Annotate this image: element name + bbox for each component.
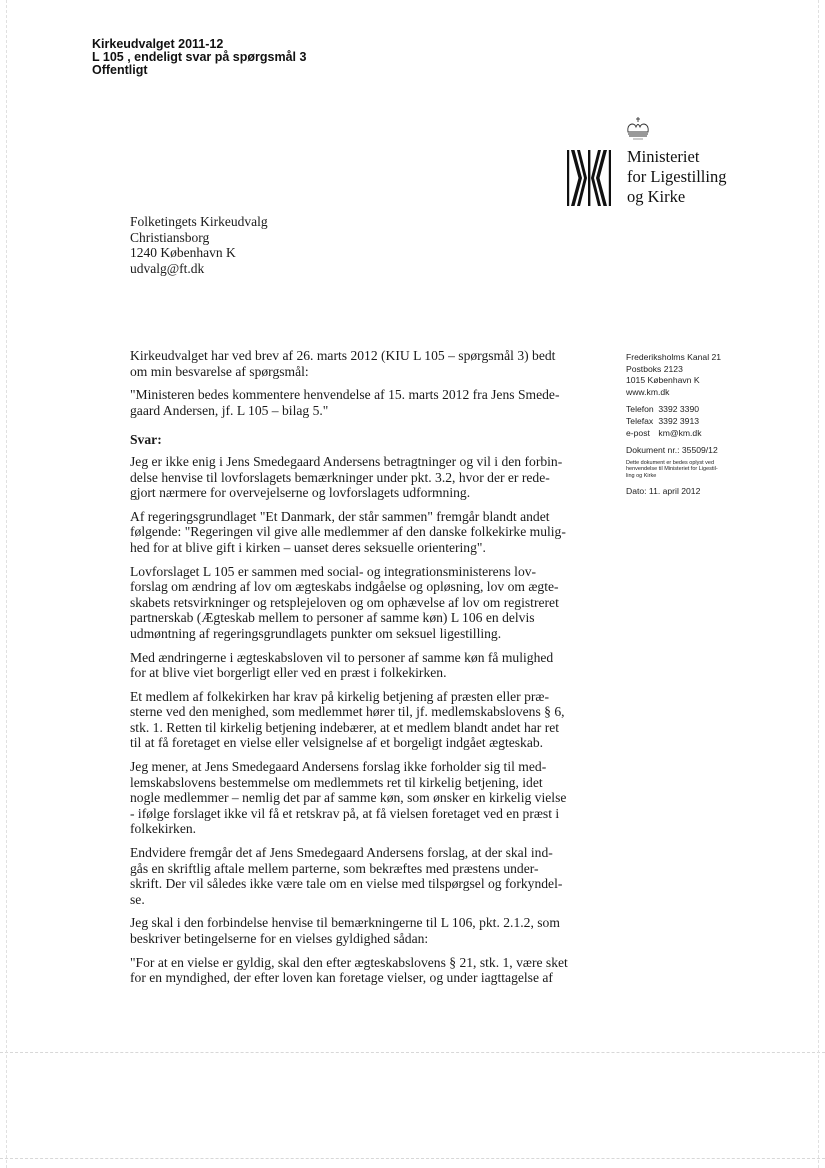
sender-info — [626, 352, 796, 497]
scan-artifact-line — [0, 1052, 825, 1053]
paragraph-5: Et medlem af folkekirken har krav på kirkelig betjening af præsten eller præ- sterne ved den menighed, som medlemmet hører til, jf. medlemskabslovens § 6, stk. 1. Retten til kirkelig betjening indebærer, at et medlem blandt andet har ret til at få foretaget en vielse eller velsignelse af et borgeligt indgået ægteskab. — [130, 688, 565, 751]
paragraph-3: Lovforslaget L 105 er sammen med social- og integrationsministerens lov- forslag om ændring af lov om ægteskabs indgåelse og opløsning, lov om ægte- skabets retsvirkninger og retsplejeloven og om ophævelse af lov om registreret partnerskab (Ægteskab mellem to personer af samme køn) L 106 en delvis udmøntning af regeringsgrundlagets punkter om seksuel ligestilling. — [130, 563, 559, 641]
note-line: Dette dokument er bedes oplyst ved — [626, 459, 715, 466]
stamp-committee: Kirkeudvalget 2011-12 — [92, 37, 224, 51]
email-label: e-post — [626, 427, 650, 438]
stamp-status: Offentligt — [92, 63, 148, 77]
note-line: henvendelse til Ministeriet for Ligestil- — [626, 466, 718, 473]
paragraph-2: Af regeringsgrundlaget "Et Danmark, der står sammen" fremgår blandt andet følgende: "Regeringen vil give alle medlemmer af den danske folkekirke mulig- hed for at blive gift i kirken – uanset deres seksuelle orientering". — [130, 508, 566, 555]
phone-row — [626, 404, 796, 416]
archive-stamp — [92, 38, 306, 77]
recipient-address — [130, 214, 268, 276]
paragraph-7: Endvidere fremgår det af Jens Smedegaard Andersens forslag, at der skal ind- gås en skriftlig aftale mellem parterne, som bekræftes med præstens under- skrift. Der vil således ikke være tale om en vielse med tilspørgsel og forkyndel- se. — [130, 845, 563, 907]
recipient-email[interactable]: udvalg@ft.dk — [130, 260, 205, 276]
ministry-name-line3: og Kirke — [627, 187, 686, 206]
letter-date: Dato: 11. april 2012 — [626, 485, 701, 496]
paragraph-1: Jeg er ikke enig i Jens Smedegaard Andersens betragtninger og vil i den forbin- delse henvise til lovforslagets bemærkninger under pkt. 3.2, hvor der er rede- gjort nærmere for overvejelserne og lovforslagets udformning. — [130, 453, 563, 501]
sender-website[interactable]: www.km.dk — [626, 386, 670, 397]
phone-label: Telefon — [626, 404, 654, 415]
document-note — [626, 460, 796, 480]
scan-artifact-line — [818, 0, 819, 1168]
fax-row — [626, 416, 796, 428]
scan-artifact-line — [6, 0, 7, 1168]
answer-heading: Svar: — [130, 432, 162, 448]
email-address[interactable]: km@km.dk — [658, 427, 702, 438]
note-line: ling og Kirke — [626, 472, 657, 479]
recipient-name: Folketingets Kirkeudvalg — [130, 214, 268, 229]
paragraph-6: Jeg mener, at Jens Smedegaard Andersens forslag ikke forholder sig til med- lemskabslovens bestemmelse om medlemmets ret til kirkelig betjening, idet nogle medlemmer – nemlig det par af samme køn, som ønsker en kirkelig vielse - ifølge forslaget ikke vil få et retskrav på, at få vielsen foretaget ved en præst i folkekirken. — [130, 759, 567, 837]
stamp-reference: L 105 , endeligt svar på spørgsmål 3 — [92, 50, 307, 64]
sender-street: Frederiksholms Kanal 21 — [626, 352, 722, 362]
intro-paragraph: Kirkeudvalget har ved brev af 26. marts 2012 (KIU L 105 – spørgsmål 3) bedt om min besvarelse af spørgsmål: — [130, 348, 556, 379]
recipient-building: Christiansborg — [130, 229, 210, 245]
sender-pobox: Postboks 2123 — [626, 363, 683, 374]
document-number: Dokument nr.: 35509/12 — [626, 445, 718, 456]
paragraph-8: Jeg skal i den forbindelse henvise til bemærkningerne til L 106, pkt. 2.1.2, som beskriver betingelserne for en vielses gyldighed sådan: — [130, 915, 560, 946]
email-row — [626, 428, 796, 440]
crown-icon — [624, 116, 652, 142]
fax-number: 3392 3913 — [658, 415, 700, 426]
phone-number: 3392 3390 — [658, 404, 700, 415]
question-quote: "Ministeren bedes kommentere henvendelse af 15. marts 2012 fra Jens Smede- gaard Andersen, jf. L 105 – bilag 5." — [130, 387, 560, 418]
ministry-name-line2: for Ligestilling — [627, 167, 727, 186]
letter-body — [130, 348, 600, 994]
sender-city: 1015 København K — [626, 375, 700, 386]
scan-artifact-line — [0, 1158, 825, 1159]
paragraph-9: "For at en vielse er gyldig, skal den efter ægteskabslovens § 21, stk. 1, være sket for en myndighed, der efter loven kan foretage vielser, og under iagttagelse af — [130, 954, 568, 986]
recipient-postal: 1240 København K — [130, 245, 236, 260]
ministry-name-line1: Ministeriet — [627, 147, 700, 166]
ministry-name — [627, 147, 726, 207]
fax-label: Telefax — [626, 415, 654, 426]
ministry-logo-icon — [566, 148, 612, 208]
paragraph-4: Med ændringerne i ægteskabsloven vil to personer af samme køn få mulighed for at blive viet borgerligt eller ved en præst i folkekirken. — [130, 649, 554, 681]
